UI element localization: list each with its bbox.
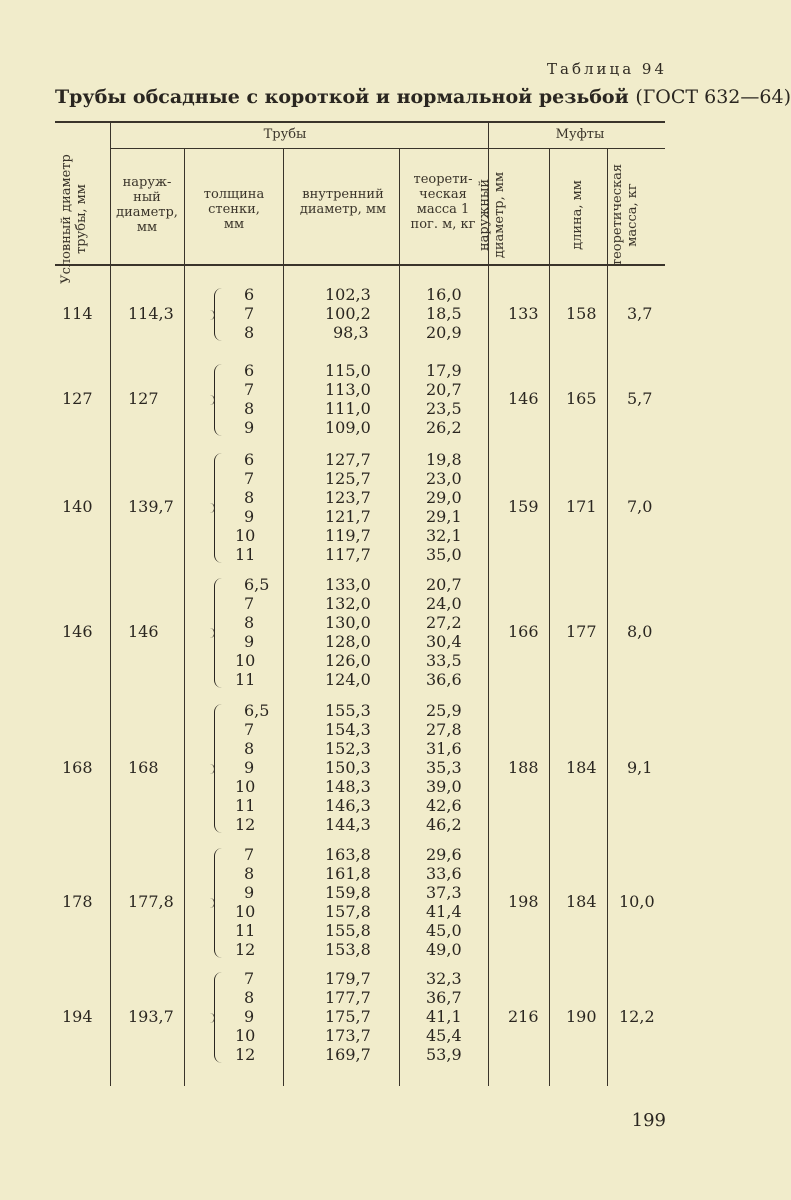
coupling-length-cell: 165 <box>566 389 597 408</box>
nominal-diameter-cell: 168 <box>62 757 93 777</box>
outer-diameter-cell: 168 <box>128 757 159 777</box>
inner-diameter-value: 102,3 <box>325 285 371 304</box>
wall-thickness-value: 8 <box>244 613 255 632</box>
mass-value: 20,7 <box>426 575 462 594</box>
mass-value: 53,9 <box>426 1045 462 1064</box>
mass-value: 20,9 <box>426 323 462 342</box>
wall-thickness-value: 8 <box>244 488 255 507</box>
wall-thickness-value: 9 <box>244 418 255 437</box>
wall-thickness-value: 7 <box>244 720 255 739</box>
inner-diameter-value: 123,7 <box>325 488 371 507</box>
coupling-outer-cell: 146 <box>508 389 539 408</box>
coupling-length-cell: 190 <box>566 1006 597 1026</box>
inner-diameter-value: 161,8 <box>325 864 371 883</box>
header-inner-diameter: внутренний диаметр, мм <box>299 187 387 217</box>
table-number: Таблица 94 <box>547 60 667 78</box>
wall-thickness-value: 9 <box>244 1007 255 1026</box>
inner-diameter-value: 126,0 <box>325 651 371 670</box>
bracket-icon <box>214 578 223 688</box>
wall-thickness-value: 7 <box>244 969 255 988</box>
mass-value: 35,3 <box>426 758 462 777</box>
wall-thickness-value: 9 <box>244 507 255 526</box>
mass-value: 32,3 <box>426 969 462 988</box>
mass-value: 25,9 <box>426 701 462 720</box>
inner-diameter-value: 179,7 <box>325 969 371 988</box>
mass-value: 29,6 <box>426 845 462 864</box>
bracket-icon <box>214 704 223 833</box>
inner-diameter-value: 119,7 <box>325 526 371 545</box>
mass-value: 19,8 <box>426 450 462 469</box>
coupling-mass-cell: 10,0 <box>619 892 655 911</box>
outer-diameter-cell: 127 <box>128 389 159 408</box>
mass-value: 37,3 <box>426 883 462 902</box>
coupling-mass-cell: 3,7 <box>627 303 653 323</box>
bracket-tip <box>208 395 215 405</box>
coupling-outer-cell: 166 <box>508 622 539 641</box>
col-divider <box>607 149 608 1086</box>
bracket-icon <box>214 972 223 1063</box>
coupling-mass-cell: 12,2 <box>619 1006 655 1026</box>
wall-thickness-value: 6 <box>244 285 255 304</box>
inner-diameter-value: 133,0 <box>325 575 371 594</box>
wall-thickness-value: 11 <box>235 921 256 940</box>
col-divider <box>549 149 550 1086</box>
coupling-outer-cell: 159 <box>508 497 539 516</box>
inner-diameter-value: 109,0 <box>325 418 371 437</box>
mass-value: 23,0 <box>426 469 462 488</box>
wall-thickness-value: 8 <box>244 988 255 1007</box>
coupling-mass-cell: 7,0 <box>627 497 653 516</box>
wall-thickness-value: 6,5 <box>244 575 270 594</box>
wall-thickness-value: 11 <box>235 796 256 815</box>
mass-value: 16,0 <box>426 285 462 304</box>
inner-diameter-value: 111,0 <box>325 399 371 418</box>
mass-value: 23,5 <box>426 399 462 418</box>
inner-diameter-value: 163,8 <box>325 845 371 864</box>
nominal-diameter-cell: 178 <box>62 892 93 911</box>
bracket-tip <box>208 764 215 774</box>
col-divider <box>184 149 185 1086</box>
outer-diameter-cell: 177,8 <box>128 892 174 911</box>
page-title <box>55 86 791 108</box>
col-divider <box>283 149 284 1086</box>
wall-thickness-value: 11 <box>235 670 256 689</box>
coupling-outer-cell: 188 <box>508 757 539 777</box>
inner-diameter-value: 100,2 <box>325 304 371 323</box>
mass-value: 41,4 <box>426 902 462 921</box>
mass-value: 39,0 <box>426 777 462 796</box>
inner-diameter-value: 130,0 <box>325 613 371 632</box>
wall-thickness-value: 6,5 <box>244 701 270 720</box>
wall-thickness-value: 11 <box>235 545 256 564</box>
mass-value: 36,7 <box>426 988 462 1007</box>
wall-thickness-value: 7 <box>244 469 255 488</box>
title-standard: (ГОСТ 632—64) <box>635 86 791 108</box>
inner-diameter-value: 113,0 <box>325 380 371 399</box>
mass-value: 18,5 <box>426 304 462 323</box>
inner-diameter-value: 121,7 <box>325 507 371 526</box>
wall-thickness-value: 7 <box>244 304 255 323</box>
bracket-icon <box>214 453 223 563</box>
mass-value: 31,6 <box>426 739 462 758</box>
inner-diameter-value: 152,3 <box>325 739 371 758</box>
inner-diameter-value: 173,7 <box>325 1026 371 1045</box>
wall-thickness-value: 10 <box>235 526 256 545</box>
mass-value: 42,6 <box>426 796 462 815</box>
group-header-rule <box>110 148 665 149</box>
nominal-diameter-cell: 140 <box>62 497 93 516</box>
inner-diameter-value: 169,7 <box>325 1045 371 1064</box>
coupling-mass-cell: 8,0 <box>627 622 653 641</box>
mass-value: 33,5 <box>426 651 462 670</box>
coupling-length-cell: 177 <box>566 622 597 641</box>
inner-diameter-value: 128,0 <box>325 632 371 651</box>
wall-thickness-value: 9 <box>244 632 255 651</box>
coupling-mass-cell: 9,1 <box>627 757 653 777</box>
mass-value: 45,0 <box>426 921 462 940</box>
inner-diameter-value: 124,0 <box>325 670 371 689</box>
bracket-tip <box>208 898 215 908</box>
page-number: 199 <box>631 1110 666 1131</box>
inner-diameter-value: 175,7 <box>325 1007 371 1026</box>
wall-thickness-value: 7 <box>244 845 255 864</box>
inner-diameter-value: 154,3 <box>325 720 371 739</box>
wall-thickness-value: 7 <box>244 594 255 613</box>
bracket-tip <box>208 1013 215 1023</box>
mass-value: 46,2 <box>426 815 462 834</box>
inner-diameter-value: 155,8 <box>325 921 371 940</box>
inner-diameter-value: 177,7 <box>325 988 371 1007</box>
mass-value: 41,1 <box>426 1007 462 1026</box>
header-mass-per-meter: теорети-ческая масса 1 пог. м, кг <box>410 172 476 232</box>
bracket-icon <box>214 288 223 341</box>
wall-thickness-value: 8 <box>244 323 255 342</box>
inner-diameter-value: 153,8 <box>325 940 371 959</box>
mass-value: 45,4 <box>426 1026 462 1045</box>
wall-thickness-value: 10 <box>235 1026 256 1045</box>
inner-diameter-value: 159,8 <box>325 883 371 902</box>
inner-diameter-value: 148,3 <box>325 777 371 796</box>
bracket-tip <box>208 310 215 320</box>
header-group-couplings: Муфты <box>555 127 605 142</box>
nominal-diameter-cell: 127 <box>62 389 93 408</box>
wall-thickness-value: 9 <box>244 758 255 777</box>
outer-diameter-cell: 114,3 <box>128 303 174 323</box>
wall-thickness-value: 7 <box>244 380 255 399</box>
col-divider <box>399 149 400 1086</box>
wall-thickness-value: 8 <box>244 864 255 883</box>
wall-thickness-value: 10 <box>235 777 256 796</box>
coupling-mass-cell: 5,7 <box>627 389 653 408</box>
header-wall-thickness: толщина стенки, мм <box>203 187 265 232</box>
nominal-diameter-cell: 114 <box>62 303 93 323</box>
inner-diameter-value: 98,3 <box>333 323 369 342</box>
header-group-pipes: Трубы <box>263 127 307 142</box>
wall-thickness-value: 6 <box>244 450 255 469</box>
mass-value: 30,4 <box>426 632 462 651</box>
mass-value: 29,1 <box>426 507 462 526</box>
bracket-icon <box>214 848 223 958</box>
wall-thickness-value: 9 <box>244 883 255 902</box>
header-coupling-mass: теоретическая масса, кг <box>610 163 640 267</box>
nominal-diameter-cell: 146 <box>62 622 93 641</box>
outer-diameter-cell: 193,7 <box>128 1006 174 1026</box>
wall-thickness-value: 12 <box>235 815 256 834</box>
coupling-outer-cell: 198 <box>508 892 539 911</box>
header-outer-diameter: наруж-ный диаметр, мм <box>116 175 178 235</box>
coupling-length-cell: 171 <box>566 497 597 516</box>
wall-thickness-value: 12 <box>235 940 256 959</box>
wall-thickness-value: 8 <box>244 739 255 758</box>
header-coupling-outer-diameter: наружный диаметр, мм <box>477 171 507 259</box>
inner-diameter-value: 125,7 <box>325 469 371 488</box>
wall-thickness-value: 10 <box>235 651 256 670</box>
inner-diameter-value: 150,3 <box>325 758 371 777</box>
mass-value: 24,0 <box>426 594 462 613</box>
coupling-length-cell: 184 <box>566 892 597 911</box>
wall-thickness-value: 10 <box>235 902 256 921</box>
header-nominal-diameter: Условный диаметр трубы, мм <box>59 154 89 284</box>
bracket-icon <box>214 364 223 436</box>
outer-diameter-cell: 139,7 <box>128 497 174 516</box>
coupling-outer-cell: 216 <box>508 1006 539 1026</box>
mass-value: 29,0 <box>426 488 462 507</box>
nominal-diameter-cell: 194 <box>62 1006 93 1026</box>
mass-value: 49,0 <box>426 940 462 959</box>
wall-thickness-value: 6 <box>244 361 255 380</box>
mass-value: 33,6 <box>426 864 462 883</box>
header-coupling-length: длина, мм <box>570 180 585 250</box>
outer-diameter-cell: 146 <box>128 622 159 641</box>
mass-value: 27,2 <box>426 613 462 632</box>
coupling-length-cell: 158 <box>566 303 597 323</box>
bracket-tip <box>208 628 215 638</box>
inner-diameter-value: 132,0 <box>325 594 371 613</box>
mass-value: 26,2 <box>426 418 462 437</box>
inner-diameter-value: 146,3 <box>325 796 371 815</box>
inner-diameter-value: 157,8 <box>325 902 371 921</box>
mass-value: 36,6 <box>426 670 462 689</box>
mass-value: 27,8 <box>426 720 462 739</box>
mass-value: 20,7 <box>426 380 462 399</box>
title-main: Трубы обсадные с короткой и нормальной резьбой <box>55 86 629 108</box>
inner-diameter-value: 144,3 <box>325 815 371 834</box>
wall-thickness-value: 8 <box>244 399 255 418</box>
inner-diameter-value: 127,7 <box>325 450 371 469</box>
coupling-length-cell: 184 <box>566 757 597 777</box>
inner-diameter-value: 117,7 <box>325 545 371 564</box>
col-divider <box>110 122 111 1086</box>
bracket-tip <box>208 503 215 513</box>
inner-diameter-value: 115,0 <box>325 361 371 380</box>
coupling-outer-cell: 133 <box>508 303 539 323</box>
mass-value: 35,0 <box>426 545 462 564</box>
table-top-rule <box>55 121 665 123</box>
inner-diameter-value: 155,3 <box>325 701 371 720</box>
mass-value: 32,1 <box>426 526 462 545</box>
wall-thickness-value: 12 <box>235 1045 256 1064</box>
mass-value: 17,9 <box>426 361 462 380</box>
